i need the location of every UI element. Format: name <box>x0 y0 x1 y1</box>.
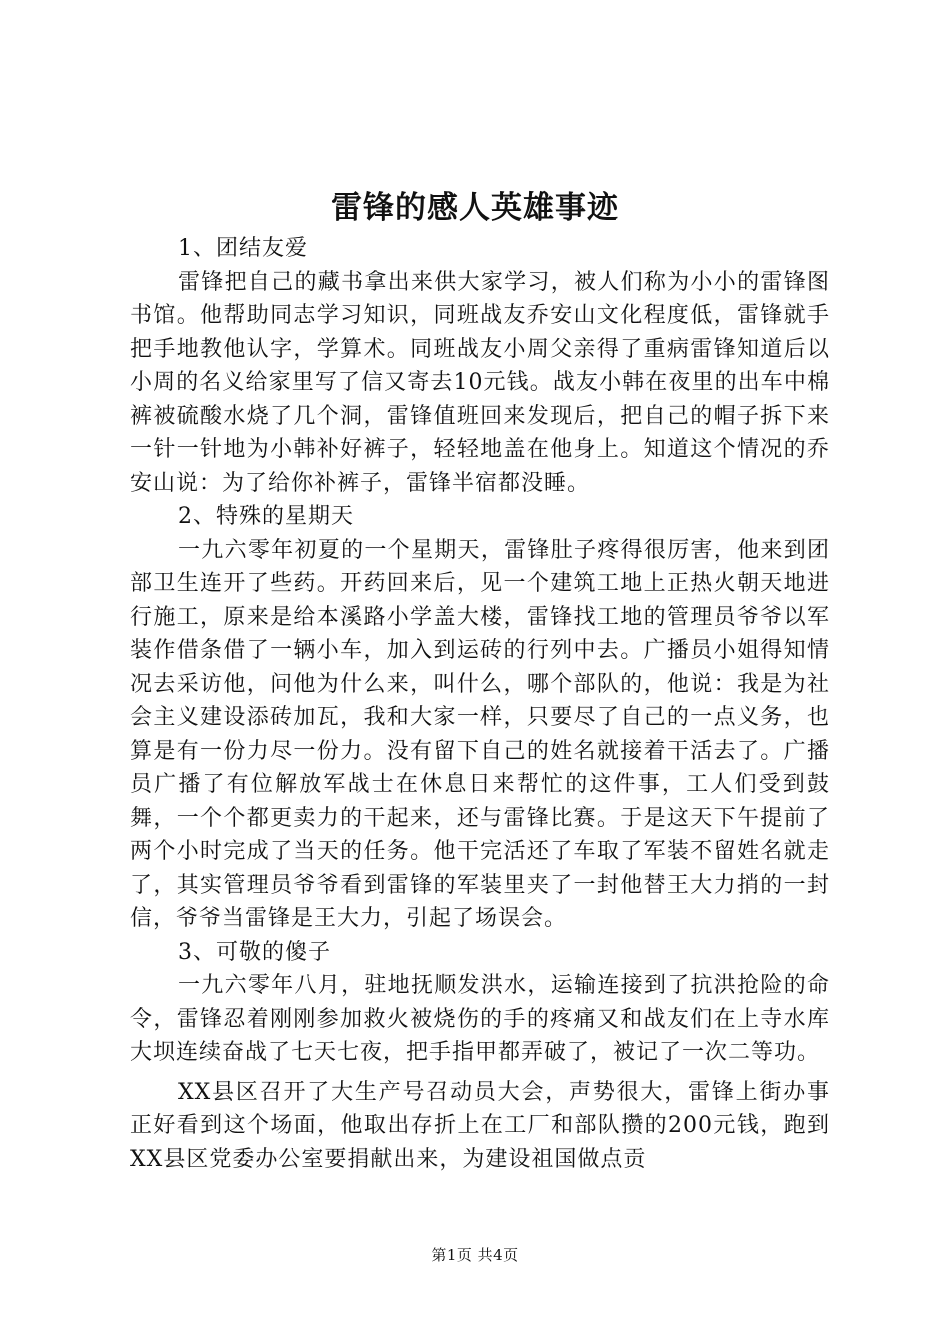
section-3-paragraph-2: XX县区召开了大生产号召动员大会，声势很大，雷锋上街办事正好看到这个场面，他取出存折上在工厂和部队攒的200元钱，跑到XX县区党委办公室要捐献出来，为建设祖国做点贡 <box>130 1079 830 1172</box>
page-footer: 第1页 共4页 <box>431 1246 519 1264</box>
document-body <box>130 232 830 1176</box>
section-3-paragraph-1: 一九六零年八月，驻地抚顺发洪水，运输连接到了抗洪抢险的命令，雷锋忍着刚刚参加救火被烧伤的手的疼痛又和战友们在上寺水库大坝连续奋战了七天七夜，把手指甲都弄破了，被记了一次二等功。 <box>130 973 830 1065</box>
section-heading-1: 1、团结友爱 <box>178 236 308 261</box>
section-heading-3: 3、可敬的傻子 <box>178 939 331 965</box>
section-2-paragraph-1: 一九六零年初夏的一个星期天，雷锋肚子疼得很厉害，他来到团部卫生连开了些药。开药回来后，见一个建筑工地上正热火朝天地进行施工，原来是给本溪路小学盖大楼，雷锋找工地的管理员爷爷以军装作借条借了一辆小车，加入到运砖的行列中去。广播员小姐得知情况去采访他，问他为什么来，叫什么，哪个部队的，他说：我是为社会主义建设添砖加瓦，我和大家一样，只要尽了自己的一点义务，也算是有一份力尽一份力。没有留下自己的姓名就接着干活去了。广播员广播了有位解放军战士在休息日来帮忙的这件事，工人们受到鼓舞，一个个都更卖力的干起来，还与雷锋比赛。于是这天下午提前了两个小时完成了当天的任务。他干完活还了车取了军装不留姓名就走了，其实管理员爷爷看到雷锋的军装里夹了一封他替王大力捎的一封信，爷爷当雷锋是王大力，引起了场误会。 <box>130 537 830 931</box>
section-heading-2: 2、特殊的星期天 <box>178 504 354 529</box>
section-1-paragraph-1: 雷锋把自己的藏书拿出来供大家学习，被人们称为小小的雷锋图书馆。他帮助同志学习知识，同班战友乔安山文化程度低，雷锋就手把手地教他认字，学算术。同班战友小周父亲得了重病雷锋知道后以小周的名义给家里写了信又寄去10元钱。战友小韩在夜里的出车中棉裤被硫酸水烧了几个洞，雷锋值班回来发现后，把自己的帽子拆下来一针一针地为小韩补好裤子，轻轻地盖在他身上。知道这个情况的乔安山说：为了给你补裤子，雷锋半宿都没睡。 <box>130 269 830 496</box>
document-title: 雷锋的感人英雄事迹 <box>331 190 619 226</box>
